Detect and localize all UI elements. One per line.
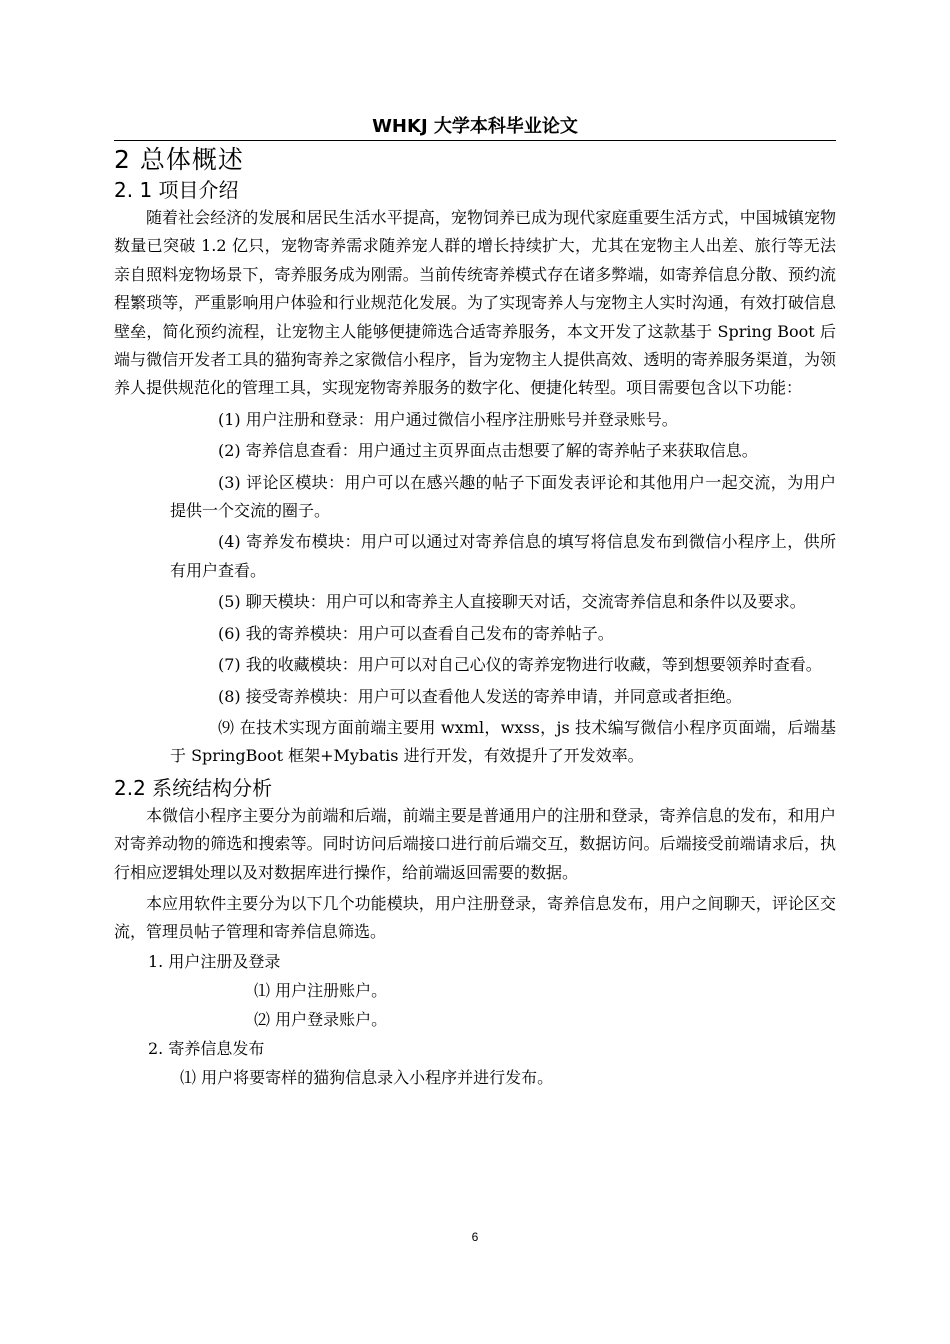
section-heading-2-1: 2. 1 项目介绍 <box>114 178 239 202</box>
feature-item: (1) 用户注册和登录：用户通过微信小程序注册账号并登录账号。 <box>218 409 678 429</box>
feature-item: (5) 聊天模块：用户可以和寄养主人直接聊天对话，交流寄养信息和条件以及要求。 <box>218 592 806 612</box>
intro-paragraph: 随着社会经济的发展和居民生活水平提高，宠物饲养已成为现代家庭重要生活方式，中国城镇宠物数量已突破 1.2 亿只，宠物寄养需求随养宠人群的增长持续扩大，尤其在宠物主人出差、旅行等无法亲自照料宠物场景下，寄养服务成为刚需。当前传统寄养模式存在诸多弊端，如寄养信息分散、预约流程繁琐等，严重影响用户体验和行业规范化发展。为了实现寄养人与宠物主人实时沟通，有效打破信息壁垒，简化预约流程，让宠物主人能够便捷筛选合适寄养服务，本文开发了这款基于 Spring Boot 后端与微信开发者工具的猫狗寄养之家微信小程序，旨为宠物主人提供高效、透明的寄养服务渠道，为领养人提供规范化的管理工具，实现宠物寄养服务的数字化、便捷化转型。项目需要包含以下功能： <box>114 208 836 398</box>
page-header: WHKJ 大学本科毕业论文 <box>372 116 578 137</box>
page-content <box>114 144 836 1092</box>
feature-item: (3) 评论区模块：用户可以在感兴趣的帖子下面发表评论和其他用户一起交流，为用户提供一个交流的圈子。 <box>170 472 836 521</box>
list-subitem: ⑵ 用户登录账户。 <box>254 1009 388 1029</box>
header-rule <box>114 140 836 141</box>
section-heading-2-2: 2.2 系统结构分析 <box>114 775 273 800</box>
page-number: 6 <box>471 1230 479 1244</box>
feature-item: (6) 我的寄养模块：用户可以查看自己发布的寄养帖子。 <box>218 623 614 643</box>
feature-item: ⑼ 在技术实现方面前端主要用 wxml，wxss，js 技术编写微信小程序页面端，后端基于 SpringBoot 框架+Mybatis 进行开发，有效提升了开发效率。 <box>170 717 836 766</box>
list-item: 2. 寄养信息发布 <box>148 1038 265 1058</box>
modules-paragraph: 本应用软件主要分为以下几个功能模块，用户注册登录，寄养信息发布，用户之间聊天，评论区交流，管理员帖子管理和寄养信息筛选。 <box>114 893 836 942</box>
list-subitem: ⑴ 用户注册账户。 <box>254 980 388 1000</box>
list-item: 1. 用户注册及登录 <box>148 951 281 971</box>
feature-item: (7) 我的收藏模块：用户可以对自己心仪的寄养宠物进行收藏，等到想要领养时查看。 <box>218 655 822 675</box>
structure-paragraph: 本微信小程序主要分为前端和后端，前端主要是普通用户的注册和登录，寄养信息的发布，和用户对寄养动物的筛选和搜索等。同时访问后端接口进行前后端交互，数据访问。后端接受前端请求后，执行相应逻辑处理以及对数据库进行操作，给前端返回需要的数据。 <box>114 805 836 882</box>
chapter-heading: 2 总体概述 <box>114 145 244 174</box>
list-subitem: ⑴ 用户将要寄样的猫狗信息录入小程序并进行发布。 <box>180 1067 554 1087</box>
feature-item: (4) 寄养发布模块：用户可以通过对寄养信息的填写将信息发布到微信小程序上，供所有用户查看。 <box>170 532 836 580</box>
feature-item: (2) 寄养信息查看：用户通过主页界面点击想要了解的寄养帖子来获取信息。 <box>218 441 758 461</box>
feature-item: (8) 接受寄养模块：用户可以查看他人发送的寄养申请，并同意或者拒绝。 <box>218 686 742 706</box>
